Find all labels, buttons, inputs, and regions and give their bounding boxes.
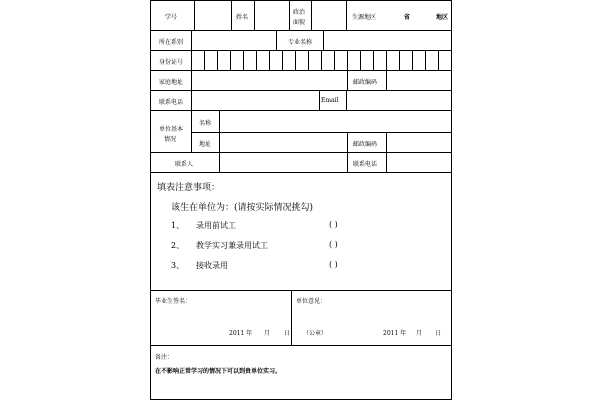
option-text: 教学实习兼录用试工 xyxy=(196,241,268,250)
date-day-right: 日 xyxy=(435,330,442,337)
date-year-left: 2011 年 xyxy=(229,330,253,337)
major-label: 专业名称 xyxy=(288,39,313,46)
id-number-label: 身份证号 xyxy=(159,59,184,66)
contact-person-label: 联系人 xyxy=(175,161,194,168)
phone-label: 联系电话 xyxy=(159,99,184,106)
rule xyxy=(151,172,451,173)
political-status-label-2: 面貌 xyxy=(293,19,306,26)
rule xyxy=(151,152,451,153)
internship-form xyxy=(150,0,452,400)
rule xyxy=(191,132,451,133)
option-checkbox[interactable]: ( ) xyxy=(329,220,338,229)
unit-info-label-2: 情况 xyxy=(164,136,177,143)
option-text: 录用前试工 xyxy=(196,221,236,230)
email-label: Email xyxy=(321,97,339,104)
origin-value-region: 地区 xyxy=(436,14,449,21)
rule xyxy=(151,0,451,1)
notes-title: 填表注意事项： xyxy=(157,183,221,193)
remarks-text: 在不影响正常学习的情况下可以到贵单位实习。 xyxy=(155,368,282,375)
remarks-label: 备注： xyxy=(155,354,174,361)
option-number: 3、 xyxy=(171,261,185,270)
unit-phone-label: 联系电话 xyxy=(353,161,378,168)
origin-label: 生源地区 xyxy=(352,14,377,21)
date-month-right: 月 xyxy=(416,330,423,337)
option-number: 1、 xyxy=(171,221,185,230)
unit-postal-code-label: 邮政编码 xyxy=(353,141,378,148)
rule xyxy=(151,110,451,111)
notes-intro: 该生在单位为：(请按实际情况挑勾) xyxy=(171,203,314,213)
option-checkbox[interactable]: ( ) xyxy=(329,260,338,269)
unit-name-label: 名称 xyxy=(199,120,212,127)
rule xyxy=(151,90,451,91)
rule xyxy=(151,50,451,51)
option-text: 接收录用 xyxy=(196,261,228,270)
origin-value-province: 省 xyxy=(404,14,411,21)
date-year-right: 2011 年 xyxy=(383,330,407,337)
political-status-label-1: 政治 xyxy=(293,9,306,16)
option-checkbox[interactable]: ( ) xyxy=(329,240,338,249)
rule xyxy=(151,290,451,291)
student-id-label: 学号 xyxy=(165,14,178,21)
unit-info-label-1: 单位基本 xyxy=(159,126,184,133)
official-stamp: （公章） xyxy=(303,330,328,337)
date-day-left: 日 xyxy=(284,330,291,337)
unit-address-label: 地址 xyxy=(199,141,212,148)
rule xyxy=(151,70,451,71)
rule xyxy=(151,30,451,31)
option-number: 2、 xyxy=(171,241,185,250)
date-month-left: 月 xyxy=(264,330,271,337)
rule xyxy=(151,345,451,346)
department-label: 所在系别 xyxy=(159,39,184,46)
home-address-label: 家庭地址 xyxy=(159,79,184,86)
name-label: 姓名 xyxy=(236,14,249,21)
graduate-signature-label: 毕业生签名： xyxy=(155,298,192,305)
postal-code-label: 邮政编码 xyxy=(353,79,378,86)
unit-opinion-label: 单位意见： xyxy=(296,298,327,305)
